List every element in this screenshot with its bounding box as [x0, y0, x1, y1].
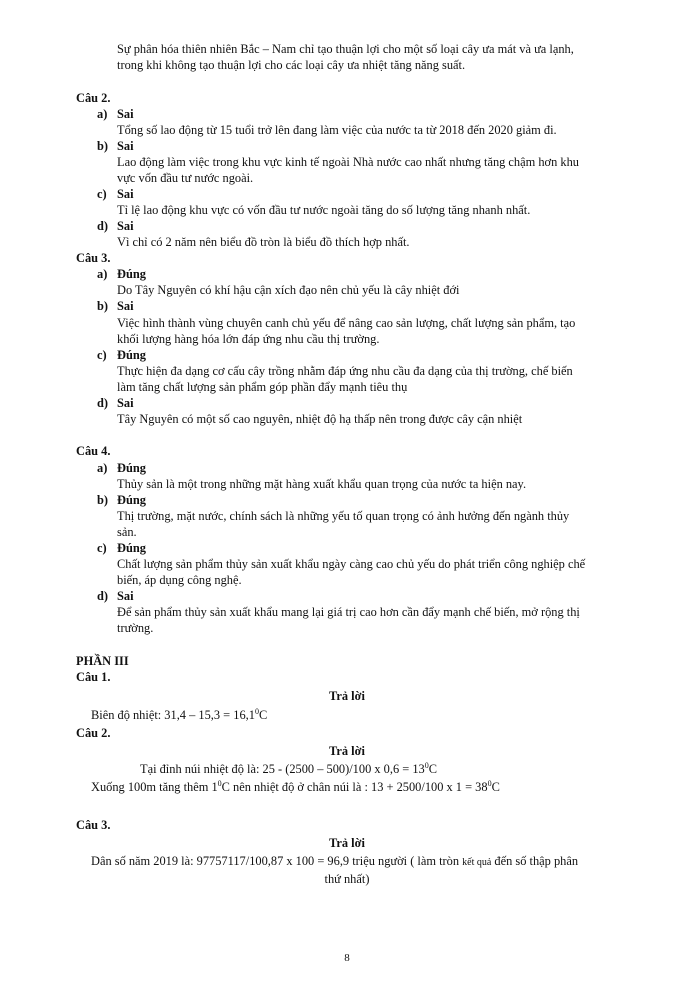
cau4-a-answer: Đúng	[117, 461, 146, 475]
cau3-a-text: Do Tây Nguyên có khí hậu cận xích đạo nên chủ yếu là cây nhiệt đới	[117, 283, 460, 297]
cau4-b-text-2: sản.	[117, 525, 137, 539]
cau4-d-text-1: Để sản phẩm thủy sản xuất khẩu mang lại giá trị cao hơn cần đẩy mạnh chế biến, mở rộng thị	[117, 605, 580, 619]
cau4-b-answer: Đúng	[117, 493, 146, 507]
cau4-b-text-1: Thị trường, mặt nước, chính sách là những yếu tố quan trọng có ảnh hưởng đến ngành thủy	[117, 509, 570, 523]
cau3-b-text-2: khối lượng hàng hóa lớn đáp ứng nhu cầu thị trường.	[117, 332, 380, 346]
cau3-c-letter: c)	[97, 348, 107, 362]
cau3-c-text-1: Thực hiện đa dạng cơ cấu cây trồng nhằm đáp ứng nhu cầu đa dạng của thị trường, chế biến	[117, 364, 573, 378]
cau3-c-text-2: làm tăng chất lượng sản phẩm góp phần đẩy mạnh tiêu thụ	[117, 380, 408, 394]
cau3-a-letter: a)	[97, 267, 108, 281]
cau2-c-answer: Sai	[117, 187, 134, 201]
cau4-c-text-1: Chất lượng sản phẩm thủy sản xuất khẩu ngày càng cao chủ yếu do phát triển công nghiệp chế	[117, 557, 586, 571]
cau2-a-answer: Sai	[117, 107, 134, 121]
phan3-cau2-tra-loi: Trả lời	[329, 744, 365, 758]
cau2-d-letter: d)	[97, 219, 109, 233]
cau4-d-text-2: trường.	[117, 621, 154, 635]
cau3-c-answer: Đúng	[117, 348, 146, 362]
cau2-c-text: Tỉ lệ lao động khu vực có vốn đầu tư nước ngoài tăng do số lượng tăng nhanh nhất.	[117, 203, 531, 217]
cau3-title: Câu 3.	[76, 251, 111, 265]
cau2-b-text-1: Lao động làm việc trong khu vực kinh tế ngoài Nhà nước cao nhất nhưng tăng chậm hơn khu	[117, 155, 579, 169]
cau3-a-answer: Đúng	[117, 267, 146, 281]
cau3-b-answer: Sai	[117, 299, 134, 313]
cau4-c-answer: Đúng	[117, 541, 146, 555]
cau2-title: Câu 2.	[76, 91, 111, 105]
cau2-a-text: Tổng số lao động từ 15 tuổi trở lên đang làm việc của nước ta từ 2018 đến 2020 giảm đi.	[117, 123, 557, 137]
phan3-cau3-line-2: thứ nhất)	[324, 872, 370, 886]
phan3-cau2-line-1: Tại đỉnh núi nhiệt độ là: 25 - (2500 – 500)/100 x $0,6 = 13^0C$	[140, 760, 437, 776]
phan3-cau1-title: Câu 1.	[76, 670, 111, 684]
cau4-title: Câu 4.	[76, 444, 111, 458]
cau2-b-letter: b)	[97, 139, 109, 153]
cau4-a-text: Thủy sản là một trong những mặt hàng xuất khẩu quan trọng của nước ta hiện nay.	[117, 477, 527, 491]
cau3-d-answer: Sai	[117, 396, 134, 410]
cau2-a-letter: a)	[97, 107, 108, 121]
cau4-a-letter: a)	[97, 461, 108, 475]
phan3-cau1-tra-loi: Trả lời	[329, 689, 365, 703]
cau4-c-text-2: biến, áp dụng công nghệ.	[117, 573, 242, 587]
cau3-b-letter: b)	[97, 299, 109, 313]
cau4-b-letter: b)	[97, 493, 109, 507]
cau2-b-answer: Sai	[117, 139, 134, 153]
phan3-cau3-line-1: Dân số năm 2019 là: 97757117/100,87 x 100 = 96,9 triệu người ( làm tròn kết quả đến số thập phân	[91, 854, 579, 868]
phan3-cau1-answer: Biên độ nhiệt: $31,4 - 15,3 = 16,1^0C$	[91, 706, 268, 722]
phan3-title: PHẦN III	[76, 654, 129, 668]
phan3-cau3-title: Câu 3.	[76, 818, 111, 832]
cau3-d-text: Tây Nguyên có một số cao nguyên, nhiệt độ hạ thấp nên trong được cây cận nhiệt	[117, 412, 523, 426]
cau4-d-letter: d)	[97, 589, 109, 603]
intro-line-1: Sự phân hóa thiên nhiên Bắc – Nam chỉ tạo thuận lợi cho một số loại cây ưa mát và ưa lạnh,	[117, 42, 574, 56]
phan3-cau2-title: Câu 2.	[76, 726, 111, 740]
cau2-b-text-2: vực vốn đầu tư nước ngoài.	[117, 171, 254, 185]
cau2-d-answer: Sai	[117, 219, 134, 233]
page-number: 8	[344, 952, 350, 964]
intro-line-2: trong khi không tạo thuận lợi cho các loại cây ưa nhiệt tăng năng suất.	[117, 58, 466, 72]
cau2-d-text: Vì chỉ có 2 năm nên biểu đồ tròn là biểu đồ thích hợp nhất.	[117, 235, 410, 249]
cau4-d-answer: Sai	[117, 589, 134, 603]
cau4-c-letter: c)	[97, 541, 107, 555]
phan3-cau2-line-2: Xuống 100m tăng thêm $1^0C$ nên nhiệt độ ở chân núi là : 13 + 2500/100 x $1 = 38^0C$	[91, 778, 500, 794]
cau3-b-text-1: Việc hình thành vùng chuyên canh chủ yếu để nâng cao sản lượng, chất lượng sản phẩm, tạo	[117, 316, 576, 330]
phan3-cau3-tra-loi: Trả lời	[329, 836, 365, 850]
cau3-d-letter: d)	[97, 396, 109, 410]
cau2-c-letter: c)	[97, 187, 107, 201]
